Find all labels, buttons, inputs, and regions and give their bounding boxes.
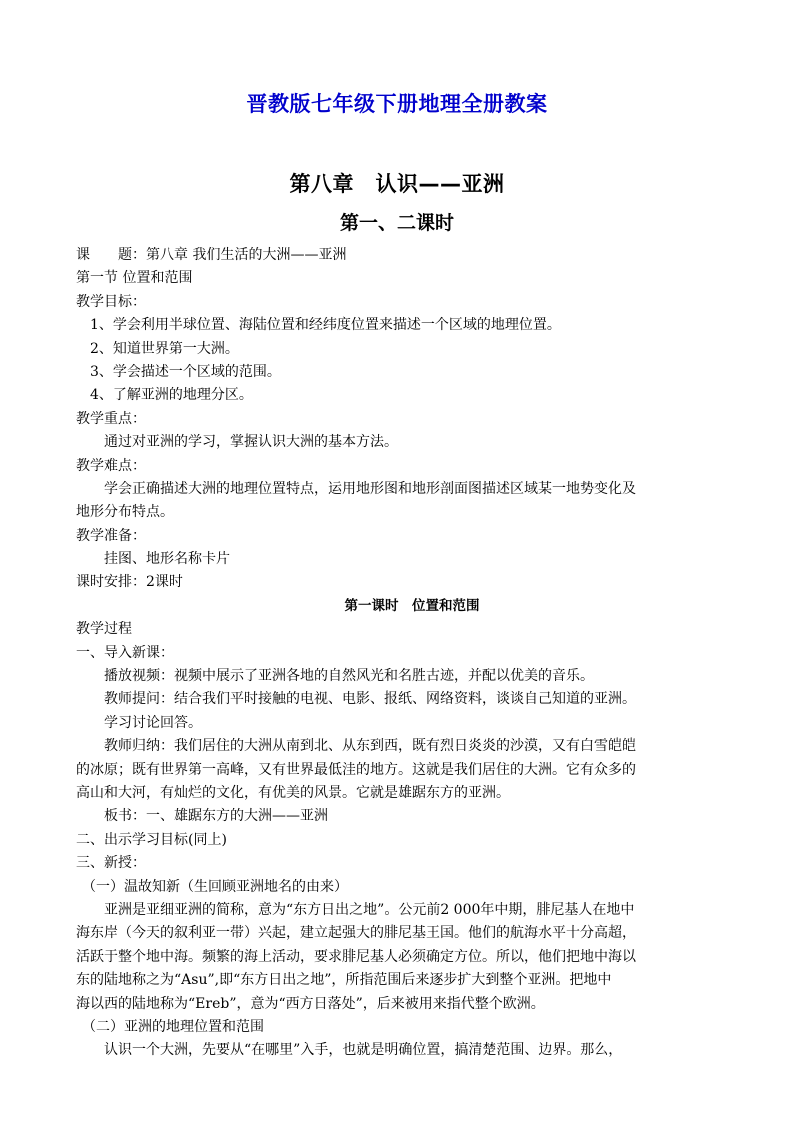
chapter-heading: 第八章 认识——亚洲 bbox=[289, 172, 505, 196]
lesson-heading: 第一、二课时 bbox=[339, 212, 454, 234]
text-line: 1、学会利用半球位置、海陆位置和经纬度位置来描述一个区域的地理位置。 bbox=[76, 317, 561, 334]
section-heading: 第一课时 位置和范围 bbox=[344, 597, 480, 614]
text-line: 高山和大河，有灿烂的文化，有优美的风景。它就是雄踞东方的亚洲。 bbox=[76, 784, 510, 801]
text-line: 教学准备： bbox=[76, 527, 146, 544]
text-line: 3、学会描述一个区域的范围。 bbox=[76, 363, 281, 380]
text-line: （二）亚洲的地理位置和范围 bbox=[82, 1018, 264, 1035]
text-line: 挂图、地形名称卡片 bbox=[104, 551, 230, 568]
text-line: 亚洲是亚细亚洲的简称，意为“东方日出之地”。公元前2 000年中期，腓尼基人在地中 bbox=[104, 901, 635, 918]
text-line: 教学过程 bbox=[76, 621, 132, 638]
text-line: 课 题：第八章 我们生活的大洲——亚洲 bbox=[76, 247, 347, 263]
text-line: 学习讨论回答。 bbox=[104, 714, 202, 731]
text-line: 活跃于整个地中海。频繁的海上活动，要求腓尼基人必须确定方位。所以，他们把地中海以 bbox=[76, 948, 636, 965]
text-line: 东的陆地称之为“Asu”,即“东方日出之地”，所指范围后来逐步扩大到整个亚洲。把地中 bbox=[76, 972, 612, 989]
text-line: 的冰原；既有世界第一高峰，又有世界最低洼的地方。这就是我们居住的大洲。它有众多的 bbox=[76, 761, 636, 778]
text-line: 教师提问：结合我们平时接触的电视、电影、报纸、网络资料，谈谈自己知道的亚洲。 bbox=[104, 691, 636, 708]
text-line: 4、了解亚洲的地理分区。 bbox=[76, 387, 253, 404]
text-line: 认识一个大洲，先要从“在哪里”入手，也就是明确位置，搞清楚范围、边界。那么， bbox=[104, 1042, 623, 1059]
text-line: 二、出示学习目标(同上) bbox=[76, 831, 227, 848]
text-line: 第一节 位置和范围 bbox=[76, 270, 193, 287]
document-title: 晋教版七年级下册地理全册教案 bbox=[246, 92, 548, 116]
text-line: 地形分布特点。 bbox=[76, 504, 174, 521]
text-line: 海以西的陆地称为“Ereb”，意为“西方日落处”，后来被用来指代整个欧洲。 bbox=[76, 995, 545, 1012]
text-line: 课时安排：2课时 bbox=[76, 574, 183, 591]
text-line: 板书：一、雄踞东方的大洲——亚洲 bbox=[104, 808, 328, 825]
text-line: 学会正确描述大洲的地理位置特点，运用地形图和地形剖面图描述区域某一地势变化及 bbox=[104, 480, 636, 497]
text-line: 教师归纳：我们居住的大洲从南到北、从东到西，既有烈日炎炎的沙漠，又有白雪皑皑 bbox=[104, 738, 636, 755]
text-line: 一、导入新课： bbox=[76, 644, 174, 661]
text-line: （一）温故知新（生回顾亚洲地名的由来） bbox=[82, 878, 348, 895]
text-line: 教学目标： bbox=[76, 293, 146, 310]
text-line: 播放视频：视频中展示了亚洲各地的自然风光和名胜古迹，并配以优美的音乐。 bbox=[104, 668, 594, 685]
text-line: 2、知道世界第一大洲。 bbox=[76, 340, 239, 357]
lesson-plan-body bbox=[76, 244, 722, 1063]
text-line: 海东岸（今天的叙利亚一带）兴起，建立起强大的腓尼基王国。他们的航海水平十分高超， bbox=[76, 925, 636, 942]
text-line: 教学重点： bbox=[76, 410, 146, 427]
text-line: 通过对亚洲的学习，掌握认识大洲的基本方法。 bbox=[104, 434, 398, 451]
text-line: 三、新授： bbox=[76, 855, 146, 872]
text-line: 教学难点： bbox=[76, 457, 146, 474]
